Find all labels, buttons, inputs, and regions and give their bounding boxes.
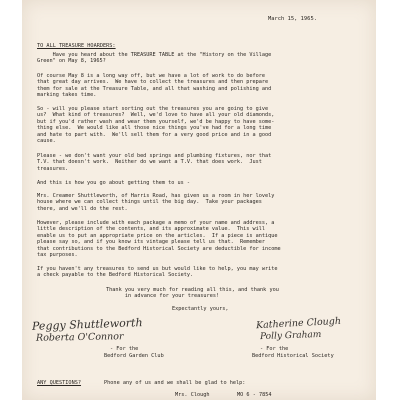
questions-text: Phone any of us and we shall be glad to help: bbox=[104, 380, 246, 386]
closing: Expectantly yours, bbox=[172, 306, 229, 312]
signature-left-1: Peggy Shuttleworth bbox=[31, 316, 143, 333]
closing-thanks: Thank you very much for reading all this, and thank you in advance for your treasures! bbox=[106, 287, 279, 300]
letter-date: March 15, 1965. bbox=[268, 16, 317, 22]
contact-phone: MO 6 - 7854 bbox=[237, 392, 272, 398]
signature-left-2: Roberta O'Connor bbox=[35, 331, 124, 344]
paragraph-5: And this is how you go about getting them to us - bbox=[37, 180, 191, 186]
salutation: TO ALL TREASURE HOARDERS: bbox=[37, 43, 116, 49]
club-left-name: Bedford Garden Club bbox=[104, 352, 164, 359]
questions-label: ANY QUESTIONS? bbox=[37, 380, 82, 386]
paragraph-4: Please - we don't want your old bed springs and plumbing fixtures, nor that T.V. that doesn't work. Neither do we want a T.V. that does work. Just treasures. bbox=[37, 153, 272, 172]
paragraph-3: So - will you please start sorting out the treasures you are going to give us? What kind of treasures? Well, we'd love to have all your old diamonds, but if you'd rather wash and wear them yourself, we'd be happy to have some- thing else. We would like all those nice things you've had for a long time and hate to part with. We'll sell them for a very good price and in a good cause. bbox=[37, 106, 275, 145]
club-right-for: - For the bbox=[260, 346, 289, 352]
club-left-for: - For the bbox=[110, 346, 139, 352]
paragraph-8: If you haven't any treasures to send us but would like to help, you may write a check payable to the Bedford Historical Society. bbox=[37, 266, 278, 279]
club-right-name: Bedford Historical Society bbox=[252, 352, 334, 359]
paragraph-6: Mrs. Creamer Shuttleworth, of Harris Road, has given us a room in her lovely house where we can collect things until the big day. Take your packages there, and we'll do the rest. bbox=[37, 193, 275, 212]
signature-right-1: Katherine Clough bbox=[255, 315, 342, 332]
paragraph-2: Of course May 8 is a long way off, but we have a lot of work to do before that great day arrives. We have to collect the treasures and then prepare them for sale at the Treasure Table, and all that washing and polishing and marking takes time. bbox=[37, 73, 272, 99]
letter-page bbox=[22, 0, 376, 400]
signature-right-2: Polly Graham bbox=[259, 329, 322, 343]
paragraph-1: Have you heard about the TREASURE TABLE at the "History on the Village Green" on May 8, 1965? bbox=[37, 52, 272, 65]
paragraph-7: However, please include with each package a memo of your name and address, a little description of the contents, and its approximate value. This will enable us to put an appropriate price on the articles. If a piece is antique please say so, and if you know its vintage please tell us that. Remember that contributions to the Bedford Historical Society are deductible for income tax purposes. bbox=[37, 220, 281, 259]
contact-name: Mrs. Clough bbox=[175, 392, 210, 398]
